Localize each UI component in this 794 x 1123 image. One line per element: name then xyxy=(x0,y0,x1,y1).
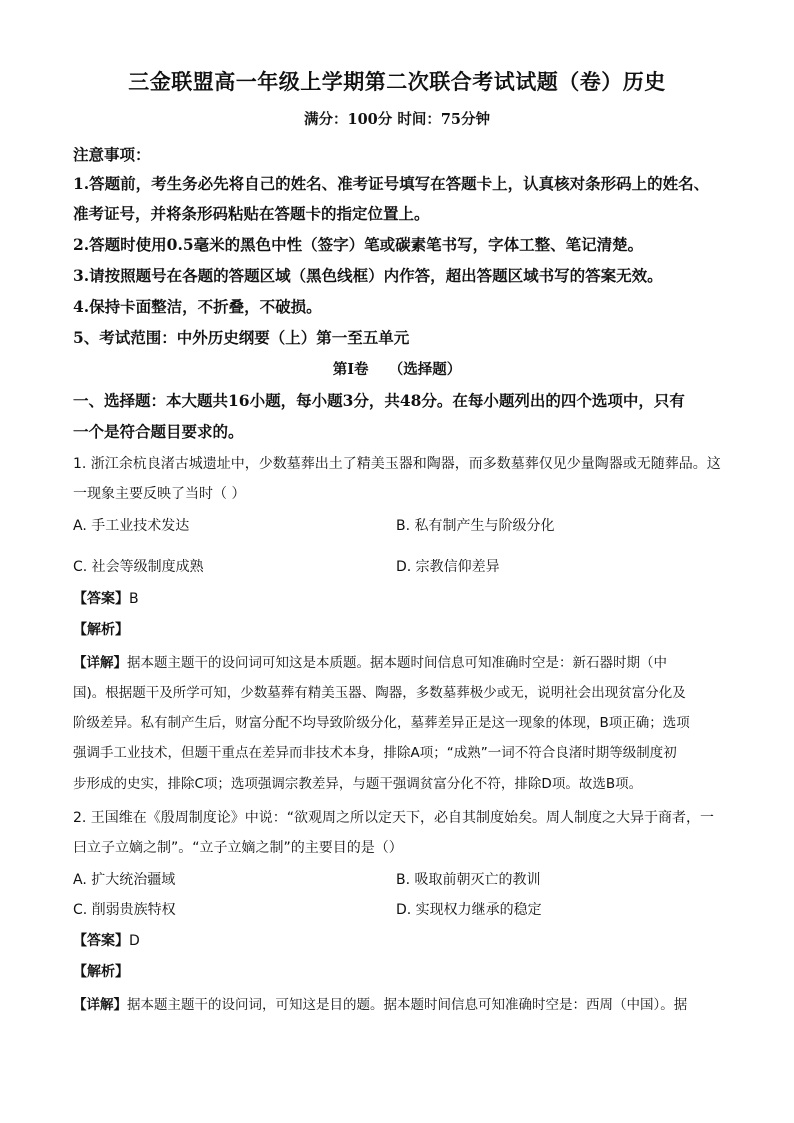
notice-line: 1.答题前，考生务必先将自己的姓名、准考证号填写在答题卡上，认真核对条形码上的姓名、 xyxy=(73,174,710,193)
question-1-answer xyxy=(73,588,139,608)
detail-label: 【详解】 xyxy=(73,655,127,671)
question-1-option-b: B. 私有制产生与阶级分化 xyxy=(396,518,555,534)
section-instruction: 一、选择题：本大题共16小题，每小题3分，共48分。在每小题列出的四个选项中，只有 xyxy=(73,391,685,410)
question-2-stem: 2. 王国维在《殷周制度论》中说：“欲观周之所以定天下，必自其制度始矣。周人制度之大异于商者，一 xyxy=(73,810,715,826)
question-1-explanation: 强调手工业技术，但题干重点在差异而非技术本身，排除A项；“成熟”一词不符合良渚时期等级制度初 xyxy=(73,745,677,761)
question-2-explanation xyxy=(73,993,687,1013)
notice-line: 2.答题时使用0.5毫米的黑色中性（签字）笔或碳素笔书写，字体工整、笔记清楚。 xyxy=(73,235,644,254)
question-1-analysis-label: 【解析】 xyxy=(73,622,129,638)
notice-line: 5、考试范围：中外历史纲要（上）第一至五单元 xyxy=(73,328,410,347)
explanation-text: 据本题主题干的设问词，可知这是目的题。据本题时间信息可知准确时空是：西周（中国）。据 xyxy=(127,997,688,1013)
notice-line: 准考证号，并将条形码粘贴在答题卡的指定位置上。 xyxy=(73,204,430,223)
explanation-text: 据本题主题干的设问词可知这是本质题。据本题时间信息可知准确时空是：新石器时期（中 xyxy=(127,655,667,671)
question-1-explanation: 国)。根据题干及所学可知，少数墓葬有精美玉器、陶器，多数墓葬极少或无，说明社会出现贫富分化及 xyxy=(73,685,686,701)
answer-value: B xyxy=(129,591,139,607)
notice-line: 4.保持卡面整洁，不折叠，不破损。 xyxy=(73,297,322,316)
question-2-stem: 曰立子立嫡之制”。“立子立嫡之制”的主要目的是（） xyxy=(73,840,403,856)
question-2-option-a: A. 扩大统治疆域 xyxy=(73,872,176,888)
notice-heading: 注意事项： xyxy=(73,145,151,164)
answer-value: D xyxy=(129,933,140,949)
question-1-stem: 1. 浙江余杭良渚古城遗址中，少数墓葬出土了精美玉器和陶器，而多数墓葬仅见少量陶器或无随葬品。这 xyxy=(73,456,721,472)
question-1-option-a: A. 手工业技术发达 xyxy=(73,518,190,534)
section-instruction: 一个是符合题目要求的。 xyxy=(73,422,244,441)
page-title: 三金联盟高一年级上学期第二次联合考试试题（卷）历史 xyxy=(128,69,666,94)
notice-line: 3.请按照题号在各题的答题区域（黑色线框）内作答，超出答题区域书写的答案无效。 xyxy=(73,266,663,285)
detail-label: 【详解】 xyxy=(73,997,127,1013)
exam-score-time: 满分：100分 时间：75分钟 xyxy=(304,111,490,128)
question-2-analysis-label: 【解析】 xyxy=(73,964,129,980)
question-1-stem: 一现象主要反映了当时（ ） xyxy=(73,486,246,502)
question-1-explanation: 阶级差异。私有制产生后，财富分配不均导致阶级分化，墓葬差异正是这一现象的体现，B项正确；选项 xyxy=(73,715,690,731)
answer-label: 【答案】 xyxy=(73,591,129,607)
question-2-option-d: D. 实现权力继承的稳定 xyxy=(396,902,542,918)
question-1-option-c: C. 社会等级制度成熟 xyxy=(73,559,204,575)
question-2-answer xyxy=(73,930,140,950)
question-2-option-c: C. 削弱贵族特权 xyxy=(73,902,176,918)
answer-label: 【答案】 xyxy=(73,933,129,949)
question-1-explanation xyxy=(73,651,667,671)
question-1-option-d: D. 宗教信仰差异 xyxy=(396,559,500,575)
question-1-explanation: 步形成的史实，排除C项；选项强调宗教差异，与题干强调贫富分化不符，排除D项。故选B项。 xyxy=(73,776,643,792)
question-2-option-b: B. 吸取前朝灭亡的教训 xyxy=(396,872,541,888)
section-title: 第Ⅰ卷 （选择题） xyxy=(332,361,462,378)
